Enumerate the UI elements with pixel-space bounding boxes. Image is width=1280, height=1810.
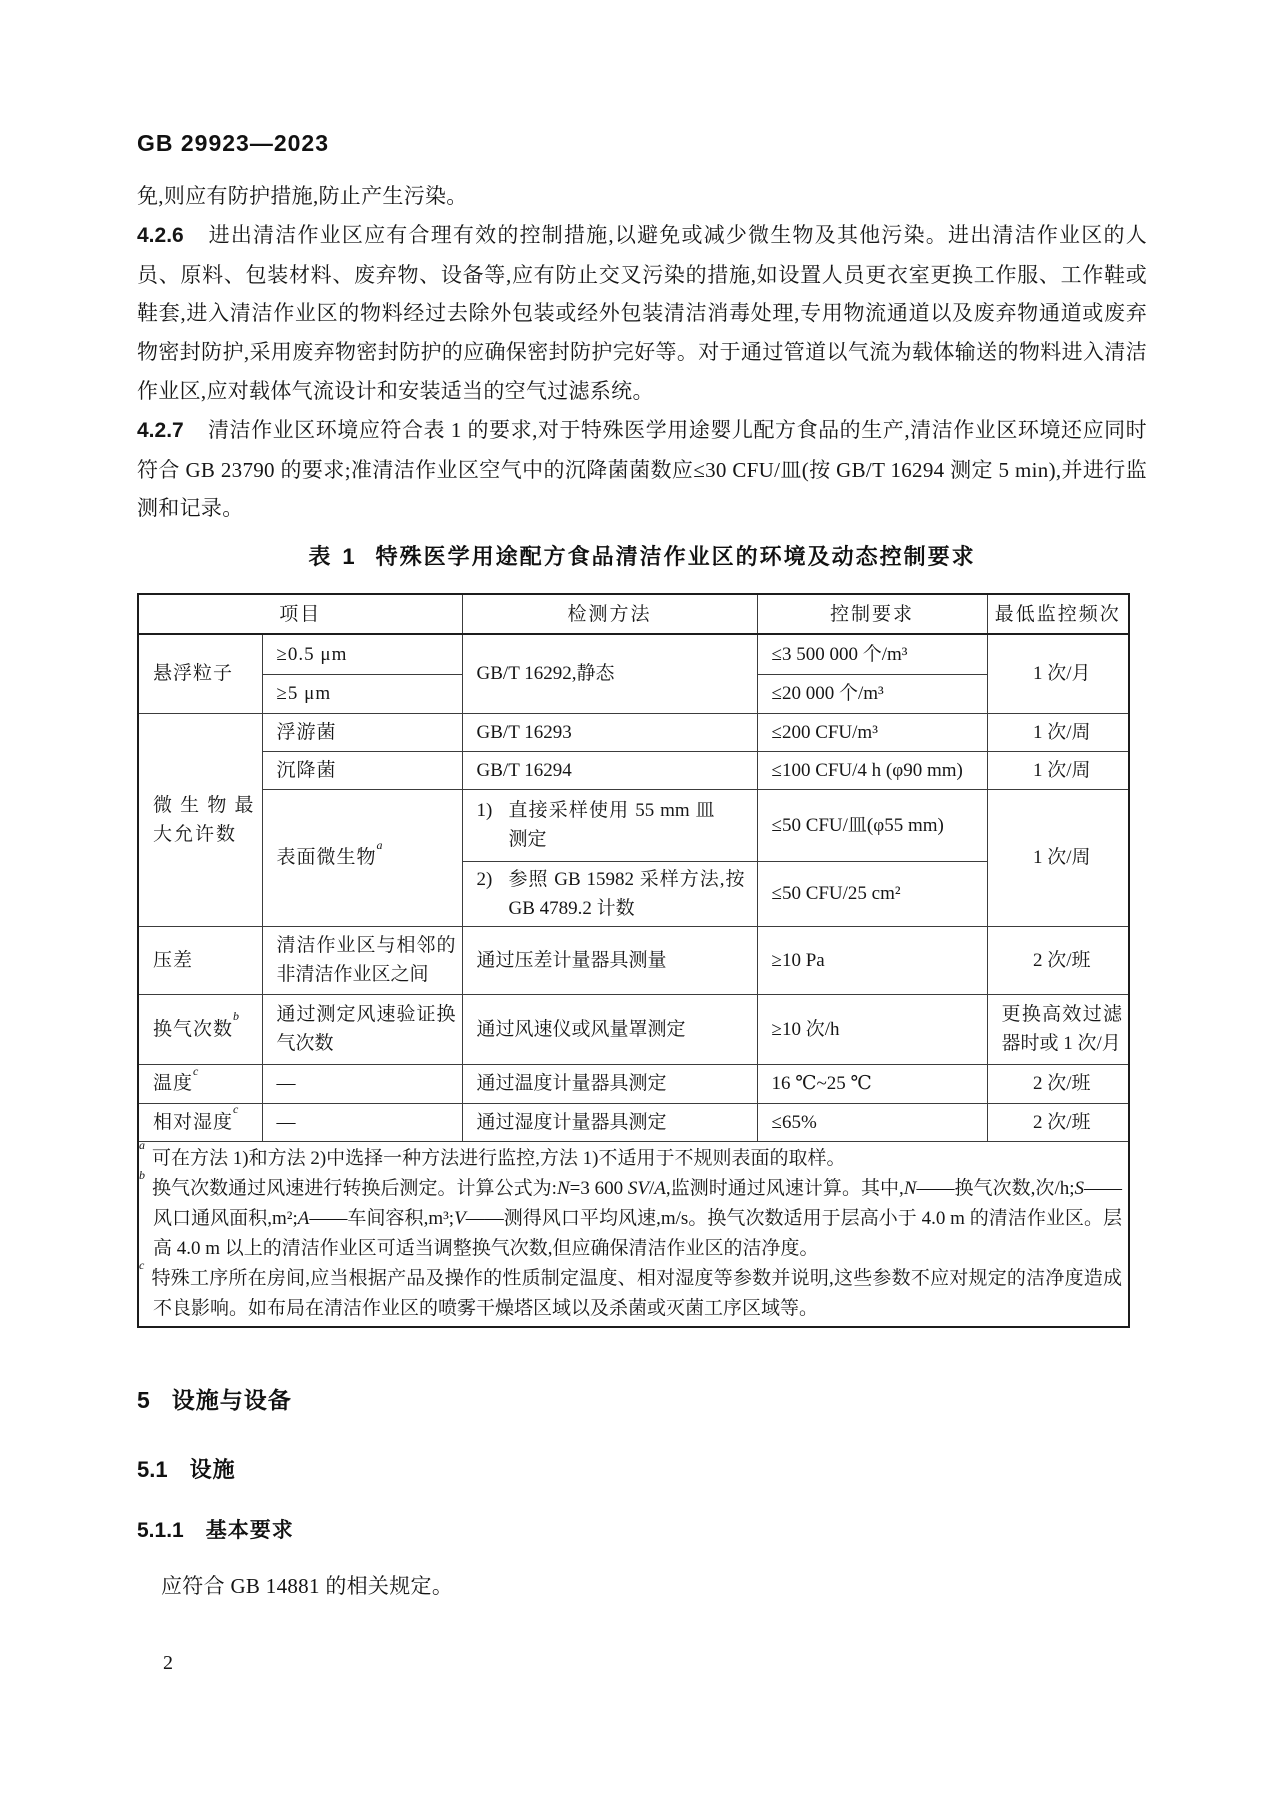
cell-airchange-item: 通过测定风速验证换气次数 — [262, 994, 462, 1064]
cell-airborne-name: 浮游菌 — [262, 713, 462, 751]
table-caption-label: 表 1 — [308, 544, 358, 570]
cell-limit2: ≤20 000 个/m³ — [757, 674, 987, 713]
environment-requirements-table — [137, 593, 1130, 1328]
col-header-requirement: 控制要求 — [757, 594, 987, 634]
cell-airchange-method: 通过风速仪或风量罩测定 — [462, 994, 757, 1064]
cell-suspended-method: GB/T 16292,静态 — [462, 634, 757, 713]
footnote-ref-c: c — [233, 1103, 240, 1117]
table-row — [138, 1064, 1129, 1103]
cell-airchange-limit: ≥10 次/h — [757, 994, 987, 1064]
cell-temperature-label: 温度$^c$ — [138, 1064, 262, 1103]
cell-temperature-item: — — [262, 1064, 462, 1103]
cell-temperature-frequency: 2 次/班 — [987, 1064, 1129, 1103]
footnote-ref-b: b — [233, 1009, 241, 1024]
section-heading-5-1-1: 5.1.1 基本要求 — [137, 1518, 294, 1542]
table-caption — [137, 540, 1147, 571]
table-footnotes — [138, 1141, 1129, 1327]
closing-paragraph: 应符合 GB 14881 的相关规定。 — [161, 1573, 454, 1598]
footnote-ref-c: c — [193, 1064, 200, 1078]
table-row — [138, 926, 1129, 994]
cell-airchange-label: 换气次数$^b$ — [138, 994, 262, 1064]
cell-surface-limit2: ≤50 CFU/25 cm² — [757, 861, 987, 926]
cell-temperature-limit: 16 ℃~25 ℃ — [757, 1064, 987, 1103]
section-heading-5-1: 5.1 设施 — [137, 1456, 236, 1482]
col-header-item: 项目 — [138, 594, 462, 634]
clause-4-2-7 — [137, 411, 1147, 528]
cell-surface-method1: 1) 直接采样使用 55 mm 皿测定 — [462, 789, 757, 861]
cell-humidity-frequency: 2 次/班 — [987, 1103, 1129, 1141]
cell-humidity-label: 相对湿度$^c$ — [138, 1103, 262, 1141]
cell-pressure-limit: ≥10 Pa — [757, 926, 987, 994]
cell-size1: ≥0.5 μm — [262, 634, 462, 674]
table-row — [138, 1103, 1129, 1141]
cell-microbial-label: 微生物最大允许数 — [138, 713, 262, 926]
table-footnotes-row — [138, 1141, 1129, 1327]
cell-suspended-label: 悬浮粒子 — [138, 634, 262, 713]
table-row — [138, 751, 1129, 789]
clause-text: 清洁作业区环境应符合表 1 的要求,对于特殊医学用途婴儿配方食品的生产,清洁作业区环境还应同时符合 GB 23790 的要求;准清洁作业区空气中的沉降菌菌数应≤30 CFU/皿(按 GB/T 16294 测定 5 min),并进行监测和记录。 — [137, 417, 1147, 521]
cell-pressure-item: 清洁作业区与相邻的非清洁作业区之间 — [262, 926, 462, 994]
body-text — [137, 177, 1147, 528]
col-header-method: 检测方法 — [462, 594, 757, 634]
cell-airborne-limit: ≤200 CFU/m³ — [757, 713, 987, 751]
cell-temperature-method: 通过温度计量器具测定 — [462, 1064, 757, 1103]
cell-suspended-frequency: 1 次/月 — [987, 634, 1129, 713]
cell-pressure-frequency: 2 次/班 — [987, 926, 1129, 994]
section-heading-5: 5 设施与设备 — [137, 1386, 292, 1413]
cell-surface-method2: 2) 参照 GB 15982 采样方法,按 GB 4789.2 计数 — [462, 861, 757, 926]
cell-humidity-limit: ≤65% — [757, 1103, 987, 1141]
cell-settling-limit: ≤100 CFU/4 h (φ90 mm) — [757, 751, 987, 789]
cell-settling-name: 沉降菌 — [262, 751, 462, 789]
cell-airchange-frequency: 更换高效过滤器时或 1 次/月 — [987, 994, 1129, 1064]
footnote-b: $^b$换气次数通过风速进行转换后测定。计算公式为:N=3 600 SV/A,监测时通过风速计算。其中,N——换气次数,次/h;S——风口通风面积,m²;A——车间容积,m³;V——测得风口平均风速,m/s。换气次数适用于层高小于 4.0 m 的清洁作业区。层高 4.0 m 以上的清洁作业区可适当调整换气次数,但应确保清洁作业区的洁净度。 — [139, 1168, 1123, 1259]
table-row — [138, 994, 1129, 1064]
cell-surface-name: 表面微生物$^a$ — [262, 789, 462, 926]
cell-pressure-method: 通过压差计量器具测量 — [462, 926, 757, 994]
cell-humidity-item: — — [262, 1103, 462, 1141]
cell-settling-frequency: 1 次/周 — [987, 751, 1129, 789]
clause-4-2-6 — [137, 216, 1147, 411]
table-row — [138, 634, 1129, 674]
col-header-frequency: 最低监控频次 — [987, 594, 1129, 634]
cell-limit1: ≤3 500 000 个/m³ — [757, 634, 987, 674]
standard-number: GB 29923—2023 — [137, 130, 330, 156]
paragraph-continuation — [137, 177, 1147, 216]
footnote-ref-a: a — [376, 837, 384, 852]
table-row — [138, 789, 1129, 861]
cell-airborne-method: GB/T 16293 — [462, 713, 757, 751]
cell-pressure-label: 压差 — [138, 926, 262, 994]
cell-size2: ≥5 μm — [262, 674, 462, 713]
page-number: 2 — [163, 1651, 173, 1674]
clause-number: 4.2.6 — [137, 223, 184, 247]
cell-settling-method: GB/T 16294 — [462, 751, 757, 789]
cell-surface-limit1: ≤50 CFU/皿(φ55 mm) — [757, 789, 987, 861]
cell-airborne-frequency: 1 次/周 — [987, 713, 1129, 751]
cell-humidity-method: 通过湿度计量器具测定 — [462, 1103, 757, 1141]
table-header-row — [138, 594, 1129, 634]
footnote-c: $^c$特殊工序所在房间,应当根据产品及操作的性质制定温度、相对湿度等参数并说明,这些参数不应对规定的洁净度造成不良影响。如布局在清洁作业区的喷雾干燥塔区域以及杀菌或灭菌工序区域等。 — [139, 1258, 1123, 1319]
clause-number: 4.2.7 — [137, 418, 184, 442]
table-caption-title: 特殊医学用途配方食品清洁作业区的环境及动态控制要求 — [375, 544, 976, 570]
footnote-a: $^a$可在方法 1)和方法 2)中选择一种方法进行监控,方法 1)不适用于不规则表面的取样。 — [139, 1141, 846, 1169]
table-row — [138, 713, 1129, 751]
clause-text: 进出清洁作业区应有合理有效的控制措施,以避免或减少微生物及其他污染。进出清洁作业区的人员、原料、包装材料、废弃物、设备等,应有防止交叉污染的措施,如设置人员更衣室更换工作服、工作鞋或鞋套,进入清洁作业区的物料经过去除外包装或经外包装清洁消毒处理,专用物流通道以及废弃物通道或废弃物密封防护,采用废弃物密封防护的应确保密封防护完好等。对于通过管道以气流为载体输送的物料进入清洁作业区,应对载体气流设计和安装适当的空气过滤系统。 — [137, 222, 1147, 403]
cell-surface-frequency: 1 次/周 — [987, 789, 1129, 926]
paragraph-text: 免,则应有防护措施,防止产生污染。 — [137, 184, 468, 208]
